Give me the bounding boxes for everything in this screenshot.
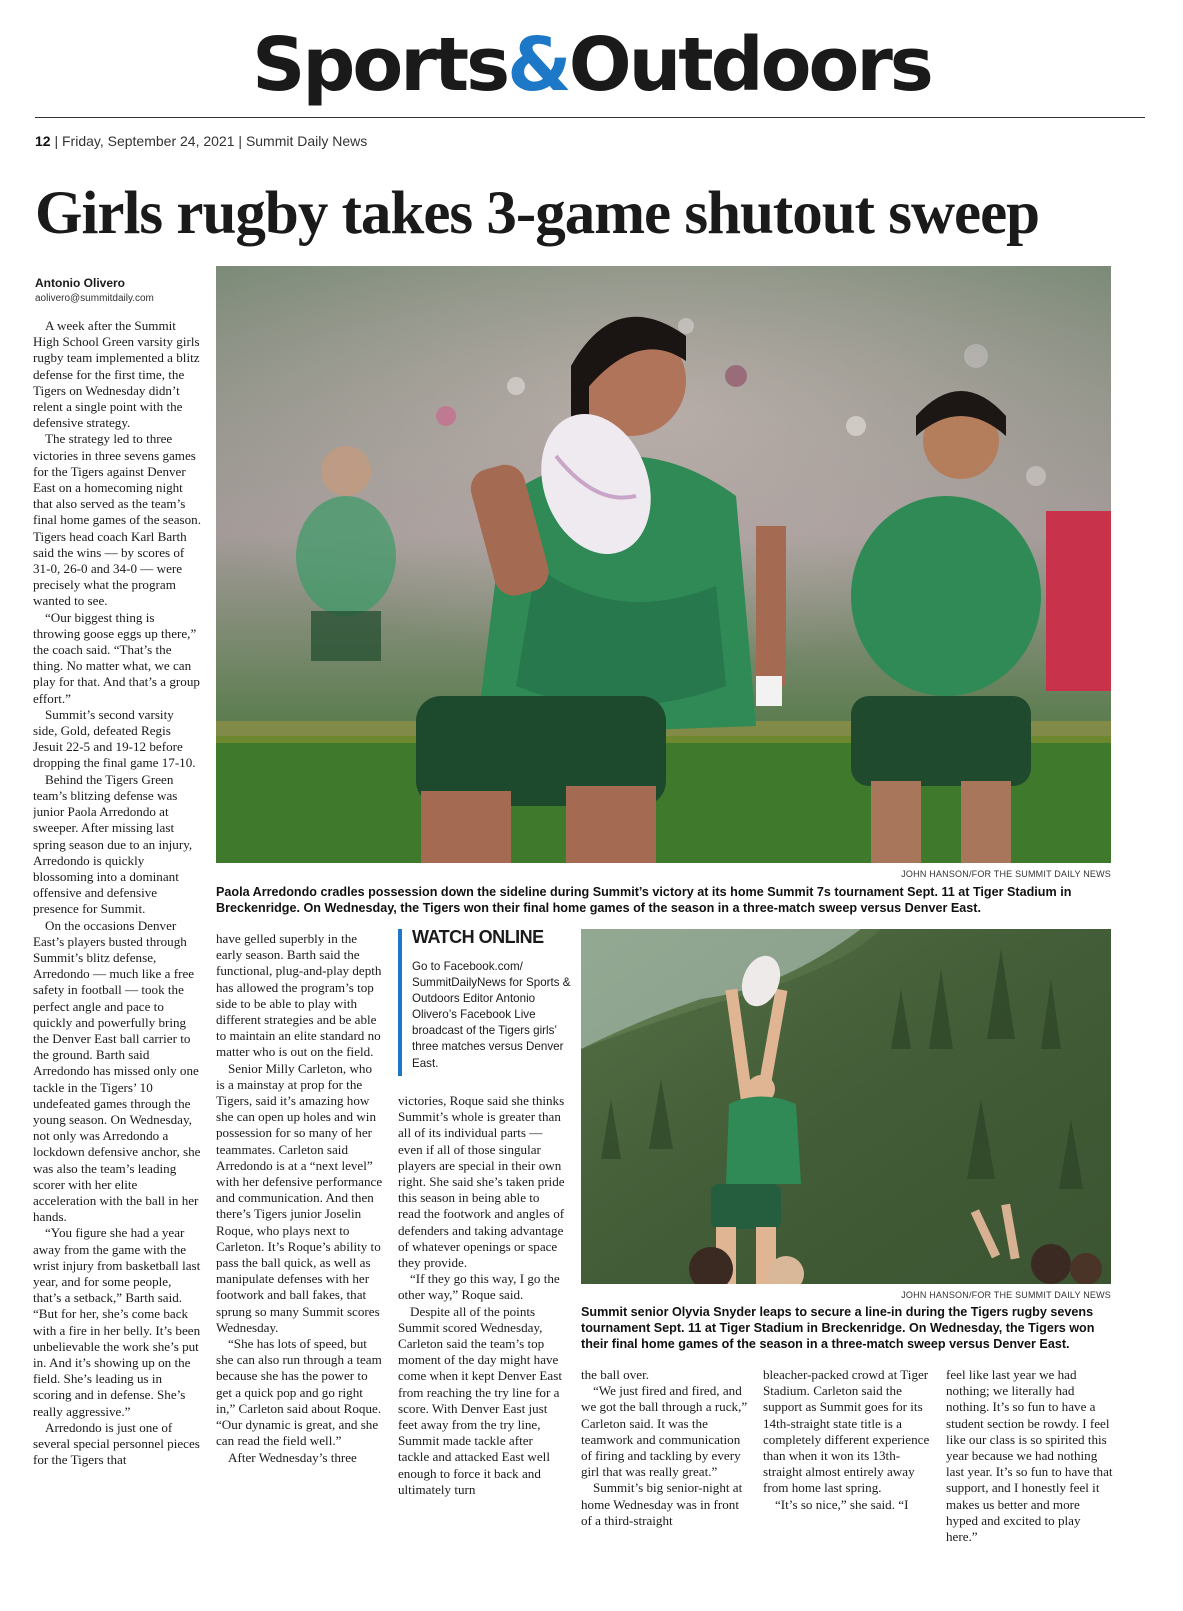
masthead-rule	[35, 117, 1145, 118]
page-number: 12	[35, 133, 51, 149]
folio-separator: |	[50, 133, 62, 149]
photo-rugby-runner	[216, 266, 1111, 863]
article-paragraph: On the occasions Denver East’s players busted through Summit’s blitz defense, Arredondo — much like a free safety in football — took the perfect angle and pace to quickly and powerfully bring the Denver East ball carrier to the ground. Barth said Arredondo has missed only one tackle in the Tigers’ 10 undefeated games through the young season. On Wednesday, not only was Arredondo a lockdown defensive anchor, she was also the team’s leading scorer with her elite acceleration with the ball in her hands.	[33, 917, 201, 1225]
article-paragraph: bleacher-packed crowd at Tiger Stadium. Carleton said the support as Summit goes for its 14th-straight state title is a completely different experience than when it won its 13th-straight almost entirely away from home last spring.	[763, 1367, 930, 1496]
masthead-part2: Outdoors	[568, 22, 931, 108]
masthead-ampersand: &	[507, 22, 569, 108]
watch-online-accent-bar	[398, 929, 402, 1076]
article-paragraph: Summit’s second varsity side, Gold, defeated Regis Jesuit 22-5 and 19-12 before dropping the final game 17-10.	[33, 706, 196, 771]
watch-online-title: WATCH ONLINE	[412, 927, 544, 947]
article-paragraph: feel like last year we had nothing; we literally had nothing. It’s so fun to have a student section be rowdy. I feel like our class is so spirited this year because we had nothing last year. It’s so fun to have that support, and I honestly feel it makes us better and more hyped and excited to play here.”	[946, 1367, 1113, 1545]
photo-rugby-runner-image	[216, 266, 1111, 863]
article-paragraph: Despite all of the points Summit scored Wednesday, Carleton said the team’s top moment of the day might have come when it kept Denver East from reaching the try line for a score. With Denver East just feet away from the try line, Summit made tackle after tackle and attacked East well enough to force it back and ultimately turn	[398, 1303, 562, 1497]
watch-online-body[interactable]: Go to Facebook.com/ SummitDailyNews for Sports & Outdoors Editor Antonio Olivero’s Facebook Live broadcast of the Tigers girls’ three matches versus Denver East.	[412, 960, 571, 1070]
photo-credit: JOHN HANSON/FOR THE SUMMIT DAILY NEWS	[901, 1290, 1111, 1300]
article-paragraph: have gelled superbly in the early season. Barth said the functional, plug-and-play depth has allowed the program’s top side to be able to play with different strategies and be able to maintain an elite standard no matter who is out on the field.	[216, 931, 382, 1060]
article-column-3	[398, 1093, 565, 1600]
article-column-6	[946, 1367, 1114, 1600]
byline-email[interactable]: aolivero@summitdaily.com	[35, 293, 154, 304]
article-paragraph: the ball over.	[581, 1367, 649, 1382]
article-paragraph: victories, Roque said she thinks Summit’s whole is greater than all of its individual parts — even if all of those singular players are special in their own right. She said she’s taken pride this season in being able to read the footwork and angles of defenders and taking advantage of whatever openings or space they provide.	[398, 1093, 565, 1271]
article-paragraph: Senior Milly Carleton, who is a mainstay at prop for the Tigers, said it’s amazing how she can open up holes and win possession for so many of her teammates. Carleton said Arredondo is at a “next level” with her defensive performance and communication. And then there’s Tigers junior Joselin Roque, who plays next to Carleton. It’s Roque’s ability to pass the ball quick, as well as manipulate defenses with her footwork and ball fakes, that sprung so many Summit scores Wednesday.	[216, 1060, 383, 1335]
article-paragraph: “If they go this way, I go the other way,” Roque said.	[398, 1271, 560, 1303]
article-paragraph: Summit’s big senior-night at home Wednesday was in front of a third-straight	[581, 1480, 743, 1528]
article-column-4	[581, 1367, 748, 1600]
watch-online-box	[398, 927, 571, 1076]
section-masthead	[0, 22, 1183, 108]
article-paragraph: After Wednesday’s three	[228, 1449, 357, 1465]
article-paragraph: “You figure she had a year away from the game with the wrist injury from basketball last year, and for some people, that’s a setback,” Barth said. “But for her, she’s come back with a fire in her belly. It’s been unbelievable the work she’s put in. And it’s showing up on the field. She’s leading us in scoring and in defense. She’s really aggressive.”	[33, 1225, 201, 1419]
article-paragraph: “It’s so nice,” she said. “I	[775, 1496, 909, 1512]
article-paragraph: “Our biggest thing is throwing goose eggs up there,” the coach said. “That’s the thing. No matter what, we can play for that. And that’s a group effort.”	[33, 609, 200, 706]
article-paragraph: The strategy led to three victories in three sevens games for the Tigers against Denver East on a homecoming night that also served as the team’s final home games of the season. Tigers head coach Karl Barth said the wins — by scores of 31-0, 26-0 and 34-0 — were precisely what the program wanted to see.	[33, 431, 201, 609]
photo-caption: Paola Arredondo cradles possession down the sideline during Summit’s victory at its home Summit 7s tournament Sept. 11 at Tiger Stadium in Breckenridge. On Wednesday, the Tigers won their final home games of the season in a three-match sweep versus Denver East.	[216, 885, 1072, 915]
masthead-part1: Sports	[252, 22, 508, 108]
folio-separator: |	[234, 133, 246, 149]
article-paragraph: A week after the Summit High School Green varsity girls rugby team implemented a blitz defense for the first time, the Tigers on Wednesday didn’t relent a single point with the defensive strategy.	[33, 318, 200, 431]
article-paragraph: Behind the Tigers Green team’s blitzing defense was junior Paola Arredondo at sweeper. After missing last spring season due to an injury, Arredondo is quickly blossoming into a dominant offensive and defensive presence for Summit.	[33, 771, 193, 917]
photo-caption: Summit senior Olyvia Snyder leaps to secure a line-in during the Tigers rugby sevens tournament Sept. 11 at Tiger Stadium in Breckenridge. On Wednesday, the Tigers won their final home games of the season in a three-match sweep versus Denver East.	[581, 1305, 1095, 1351]
photo-credit: JOHN HANSON/FOR THE SUMMIT DAILY NEWS	[901, 869, 1111, 879]
photo-lineout-leap-image	[581, 929, 1111, 1284]
article-paragraph: “We just fired and fired, and we got the ball through a ruck,” Carleton said. It was the teamwork and communication of firing and tackling by every girl that was really great.”	[581, 1383, 748, 1480]
photo-lineout-leap	[581, 929, 1111, 1284]
article-column-5	[763, 1367, 930, 1600]
article-paragraph: “She has lots of speed, but she can also run through a team because she has the power to get a quick pop and go right in,” Carleton said about Roque. “Our dynamic is great, and she can read the field well.”	[216, 1336, 382, 1449]
folio-line	[35, 133, 367, 149]
article-column-2	[216, 931, 384, 1600]
byline-name: Antonio Olivero	[35, 276, 125, 290]
article-headline: Girls rugby takes 3-game shutout sweep	[35, 180, 1040, 247]
issue-date: Friday, September 24, 2021	[62, 133, 235, 149]
paper-name: Summit Daily News	[245, 133, 368, 149]
article-column-1	[33, 318, 201, 1600]
article-paragraph: Arredondo is just one of several special personnel pieces for the Tigers that	[33, 1419, 200, 1468]
